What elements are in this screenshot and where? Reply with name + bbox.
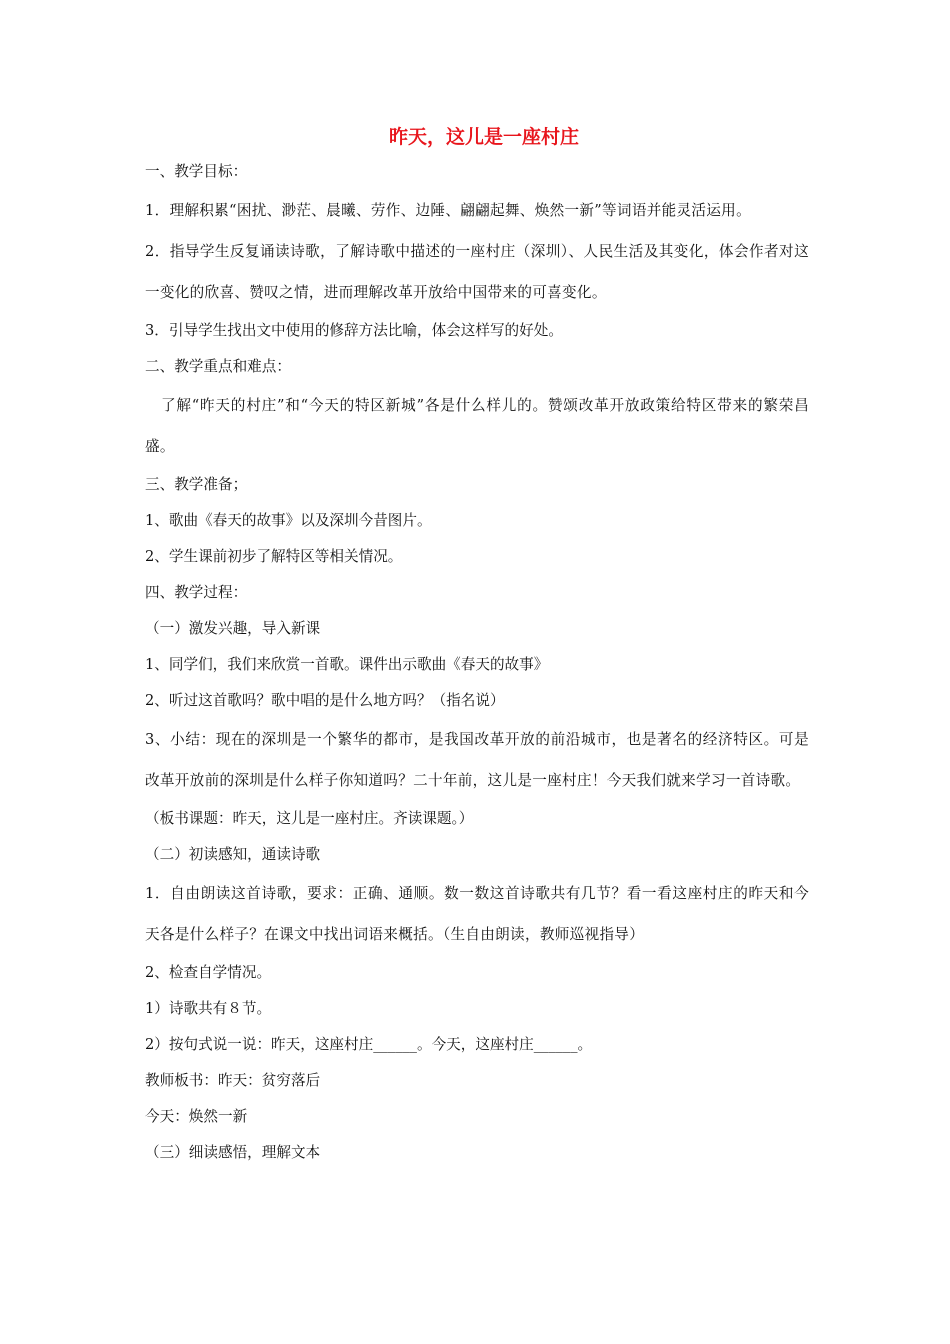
board-note-today: 今天：焕然一新 xyxy=(145,1108,248,1125)
objective-2: 2．指导学生反复诵读诗歌，了解诗歌中描述的一座村庄（深圳）、人民生活及其变化，体会作者对这一变化的欣喜、赞叹之情，进而理解改革开放给中国带来的可喜变化。 xyxy=(145,243,809,301)
section-heading-objectives: 一、教学目标： xyxy=(145,163,248,180)
step-1-heading: （一）激发兴趣，导入新课 xyxy=(145,620,321,637)
step-2-sub-1: 1）诗歌共有８节。 xyxy=(145,1000,272,1017)
step-1-item-2: 2、听过这首歌吗？歌中唱的是什么地方吗？（指名说） xyxy=(145,692,505,709)
objective-1: 1．理解积累“困扰、渺茫、晨曦、劳作、边陲、翩翩起舞、焕然一新”等词语并能灵活运用。 xyxy=(145,202,751,219)
step-1-item-3: 3、小结：现在的深圳是一个繁华的都市，是我国改革开放的前沿城市，也是著名的经济特区。可是改革开放前的深圳是什么样子你知道吗？二十年前，这儿是一座村庄！今天我们就来学习一首诗歌。 xyxy=(145,731,809,789)
document-page xyxy=(145,120,809,1171)
preparation-2: 2、学生课前初步了解特区等相关情况。 xyxy=(145,548,403,565)
document-title: 昨天，这儿是一座村庄 xyxy=(388,126,579,148)
step-2-heading: （二）初读感知，通读诗歌 xyxy=(145,846,321,863)
board-note-yesterday: 教师板书：昨天：贫穷落后 xyxy=(145,1072,321,1089)
step-2-item-2: 2、检查自学情况。 xyxy=(145,964,272,981)
step-1-item-1: 1、同学们，我们来欣赏一首歌。课件出示歌曲《春天的故事》 xyxy=(145,656,549,673)
step-2-sub-2: 2）按句式说一说：昨天，这座村庄______。今天，这座村庄______。 xyxy=(145,1036,593,1053)
step-2-item-1: 1．自由朗读这首诗歌，要求：正确、通顺。数一数这首诗歌共有几节？看一看这座村庄的昨天和今天各是什么样子？在课文中找出词语来概括。（生自由朗读，教师巡视指导） xyxy=(145,885,809,943)
key-points-text: 了解“昨天的村庄”和“今天的特区新城”各是什么样儿的。赞颂改革开放政策给特区带来的繁荣昌盛。 xyxy=(145,397,809,455)
preparation-1: 1、歌曲《春天的故事》以及深圳今昔图片。 xyxy=(145,512,432,529)
board-note-title: （板书课题：昨天，这儿是一座村庄。齐读课题。） xyxy=(145,810,474,827)
objective-3: 3．引导学生找出文中使用的修辞方法比喻，体会这样写的好处。 xyxy=(145,322,563,339)
section-heading-process: 四、教学过程： xyxy=(145,584,248,601)
section-heading-preparation: 三、教学准备； xyxy=(145,476,248,493)
section-heading-key-points: 二、教学重点和难点： xyxy=(145,358,291,375)
step-3-heading: （三）细读感悟，理解文本 xyxy=(145,1144,321,1161)
